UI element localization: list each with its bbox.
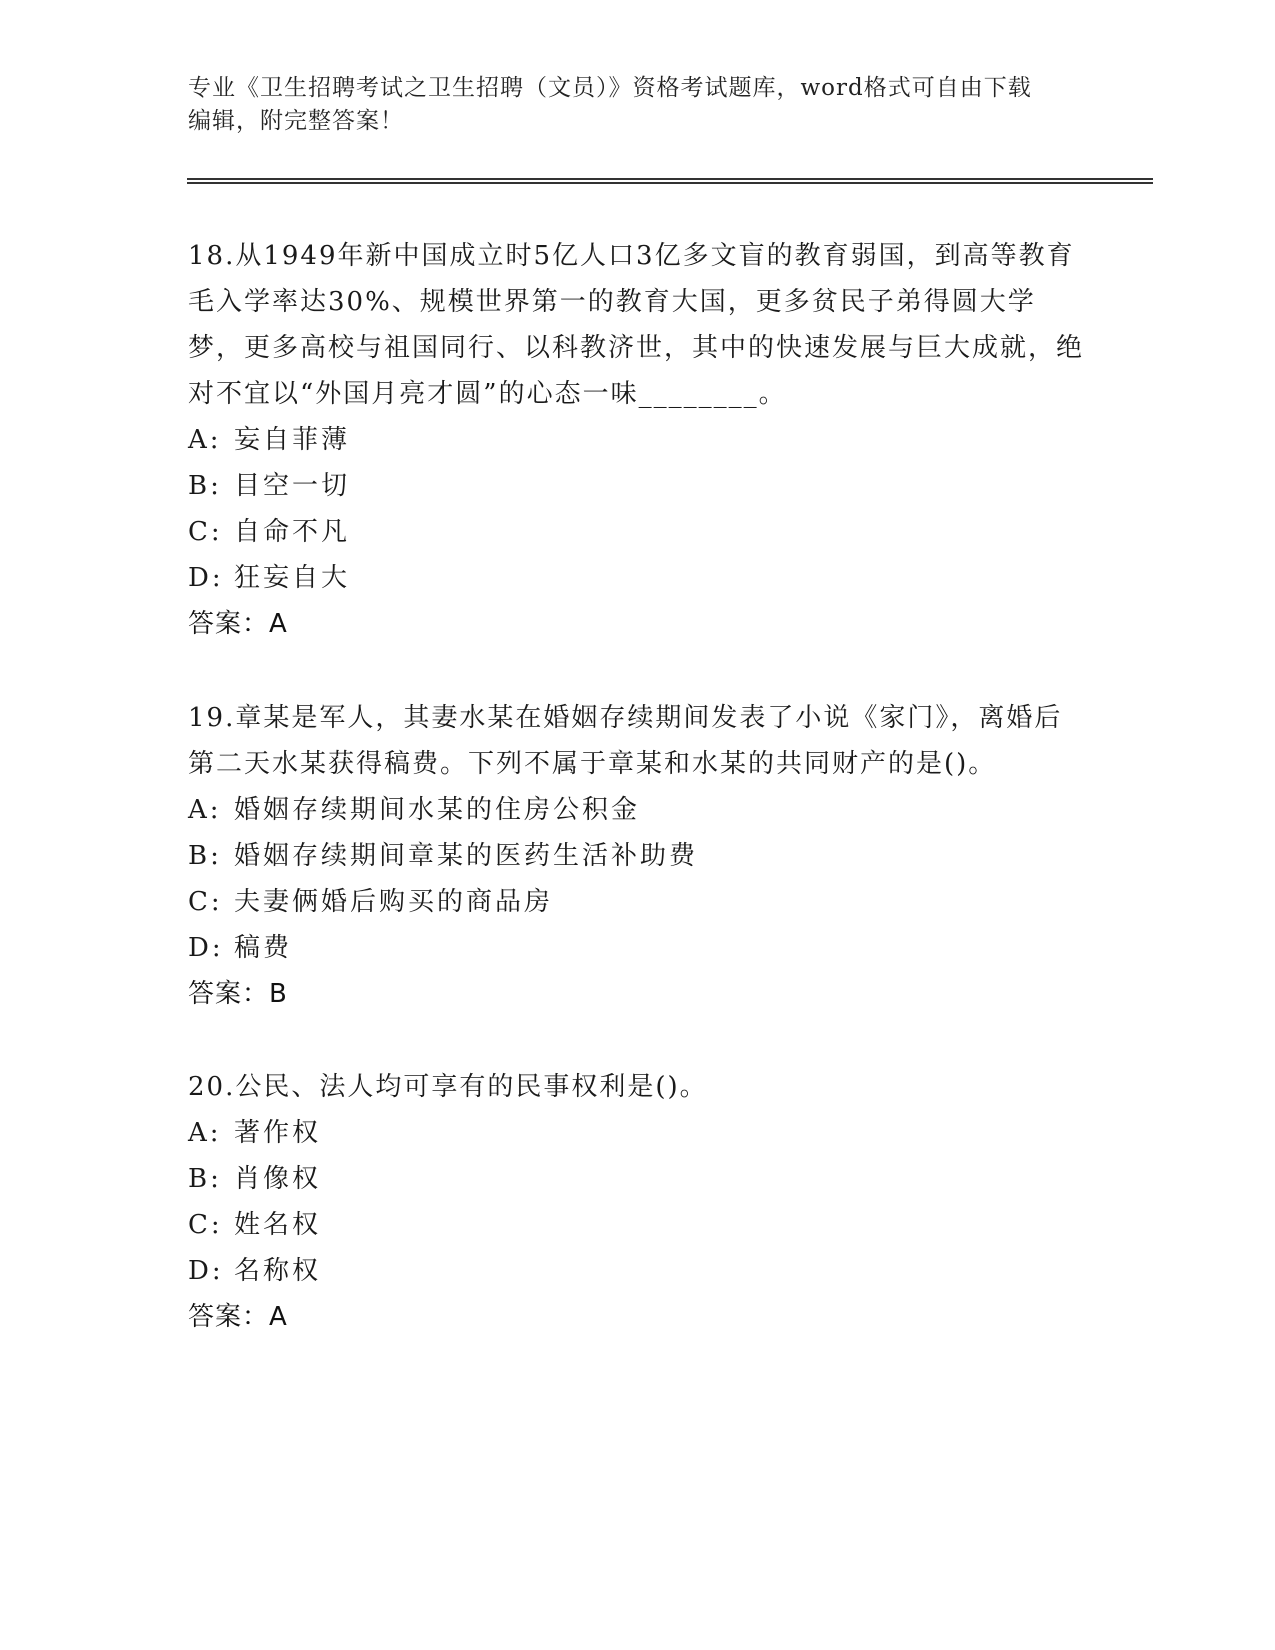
option-c bbox=[188, 509, 1088, 555]
option-letter: B: bbox=[188, 471, 222, 501]
option-d bbox=[188, 555, 1088, 601]
document-header bbox=[188, 72, 1088, 138]
option-b bbox=[188, 1156, 1088, 1202]
answer-label: 答案：A bbox=[188, 609, 288, 639]
option-text: 稿费 bbox=[234, 933, 293, 963]
option-letter: C: bbox=[188, 887, 223, 917]
option-letter: B: bbox=[188, 841, 222, 871]
answer-label: 答案：B bbox=[188, 979, 288, 1009]
option-d bbox=[188, 925, 1088, 971]
option-text: 婚姻存续期间水某的住房公积金 bbox=[234, 795, 641, 825]
option-text: 姓名权 bbox=[234, 1210, 322, 1240]
question-stem: 20.公民、法人均可享有的民事权利是()。 bbox=[188, 1072, 708, 1102]
option-text: 著作权 bbox=[234, 1118, 322, 1148]
option-letter: A: bbox=[188, 795, 222, 825]
option-c bbox=[188, 1202, 1088, 1248]
option-letter: B: bbox=[188, 1164, 222, 1194]
option-a bbox=[188, 417, 1088, 463]
header-divider-top bbox=[187, 178, 1153, 180]
option-letter: A: bbox=[188, 1118, 222, 1148]
question-18 bbox=[188, 233, 1088, 647]
option-text: 婚姻存续期间章某的医药生活补助费 bbox=[234, 841, 699, 871]
option-letter: C: bbox=[188, 517, 223, 547]
header-line-1: 专业《卫生招聘考试之卫生招聘（文员）》资格考试题库，word格式可自由下载 bbox=[188, 75, 1032, 101]
header-line-2: 编辑，附完整答案！ bbox=[188, 108, 404, 134]
answer-label: 答案：A bbox=[188, 1302, 288, 1332]
header-divider-bottom bbox=[187, 182, 1153, 184]
question-19 bbox=[188, 695, 1088, 1017]
option-text: 妄自菲薄 bbox=[234, 425, 351, 455]
question-stem: 19.章某是军人，其妻水某在婚姻存续期间发表了小说《家门》，离婚后第二天水某获得稿费。下列不属于章某和水某的共同财产的是()。 bbox=[188, 703, 1063, 779]
option-b bbox=[188, 463, 1088, 509]
option-letter: A: bbox=[188, 425, 222, 455]
option-b bbox=[188, 833, 1088, 879]
option-letter: D: bbox=[188, 933, 224, 963]
option-d bbox=[188, 1248, 1088, 1294]
option-letter: D: bbox=[188, 563, 224, 593]
option-text: 夫妻俩婚后购买的商品房 bbox=[234, 887, 554, 917]
option-a bbox=[188, 1110, 1088, 1156]
option-c bbox=[188, 879, 1088, 925]
question-20 bbox=[188, 1064, 1088, 1340]
option-a bbox=[188, 787, 1088, 833]
option-text: 自命不凡 bbox=[234, 517, 351, 547]
option-text: 名称权 bbox=[234, 1256, 322, 1286]
option-letter: D: bbox=[188, 1256, 224, 1286]
question-stem: 18.从1949年新中国成立时5亿人口3亿多文盲的教育弱国，到高等教育毛入学率达30%、规模世界第一的教育大国，更多贫民子弟得圆大学梦，更多高校与祖国同行、以科教济世，其中的快速发展与巨大成就，绝对不宜以“外国月亮才圆”的心态一味________。 bbox=[188, 241, 1085, 409]
option-text: 肖像权 bbox=[234, 1164, 322, 1194]
option-text: 狂妄自大 bbox=[234, 563, 351, 593]
option-text: 目空一切 bbox=[234, 471, 351, 501]
option-letter: C: bbox=[188, 1210, 223, 1240]
